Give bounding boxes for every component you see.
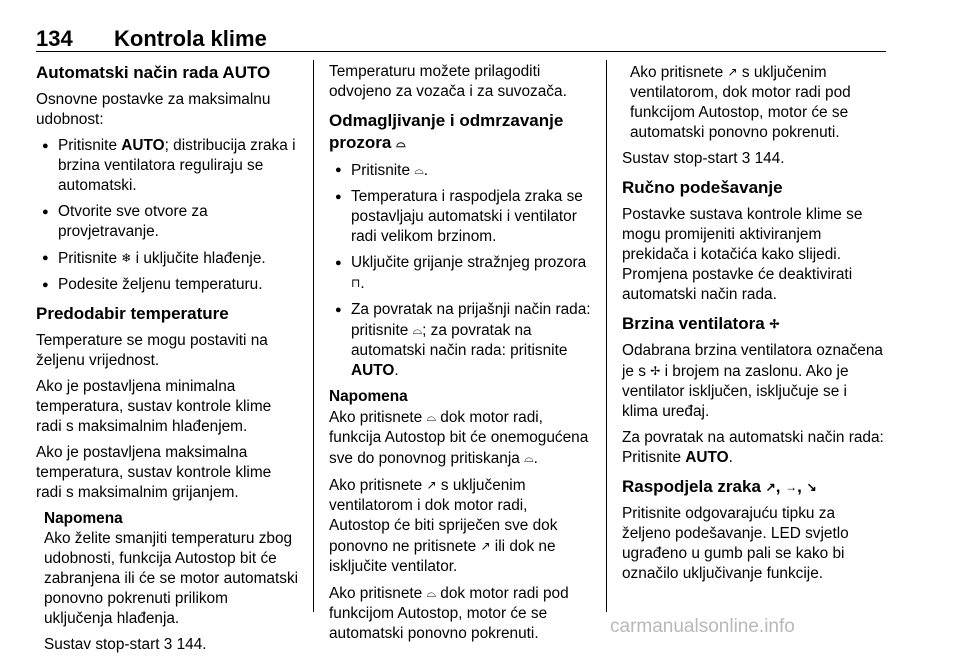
fan-icon: ✢ bbox=[769, 317, 780, 331]
reference-arrow-icon: 3 bbox=[163, 636, 173, 653]
heading-defog: Odmagljivanje i odmrzavanje prozora ⌓ bbox=[329, 111, 564, 152]
windshield-defrost-icon: ⌓ bbox=[412, 323, 423, 337]
note-block bbox=[36, 509, 300, 655]
paragraph: Osnovne postavke za maksimalnu udobnost: bbox=[36, 91, 271, 128]
paragraph: Za povratak na automatski način rada: Pritisnite AUTO. bbox=[622, 429, 884, 466]
list-item: ● Temperatura i raspodjela zraka se postavljaju automatski i ventilator radi velikom brzinom. bbox=[329, 187, 591, 247]
cross-reference: Sustav stop-start 3 144. bbox=[622, 150, 785, 167]
windshield-defrost-icon: ⌓ bbox=[414, 163, 424, 177]
windshield-defrost-icon: ⌓ bbox=[396, 136, 406, 150]
note-text: Ako pritisnete ↗ s uključenim ventilatorom i dok motor radi, Autostop će biti spriječen sve dok ponovno ne pritisnete ↗ ili dok ne isključite ventilator. bbox=[329, 477, 558, 575]
note-text: Ako želite smanjiti temperaturu zbog udobnosti, funkcija Autostop bit će zabranjena ili će se motor automatski ponovno pokrenuti prilikom uključenja hlađenja. bbox=[44, 530, 299, 627]
note-text: Ako pritisnete ⌓ dok motor radi, funkcija Autostop bit će onemogućena sve do ponovnog pritiskanja ⌓. bbox=[329, 409, 589, 467]
air-distribution-lower-icon: ↘ bbox=[806, 480, 817, 494]
windshield-defrost-icon: ⌓ bbox=[426, 410, 437, 424]
paragraph: Postavke sustava kontrole klime se mogu promijeniti aktiviranjem prekidača i kotačića kako slijedi. Promjena postavke će deaktivirati automatski način rada. bbox=[622, 206, 863, 303]
heading-fan-speed: Brzina ventilatora ✢ bbox=[622, 314, 780, 333]
air-distribution-upper-icon: ↗ bbox=[480, 539, 491, 553]
rear-window-heat-icon: ⊓ bbox=[351, 276, 361, 290]
air-distribution-middle-icon: → bbox=[785, 480, 798, 494]
list-item: ● Otvorite sve otvore za provjetravanje. bbox=[36, 202, 300, 242]
paragraph: Ako je postavljena maksimalna temperatura, sustav kontrole klime radi s maksimalnim grijanjem. bbox=[36, 444, 272, 501]
bullet-list bbox=[329, 160, 591, 381]
windshield-defrost-icon: ⌓ bbox=[426, 586, 437, 600]
column-divider-1 bbox=[313, 60, 314, 612]
fan-icon: ✢ bbox=[650, 364, 661, 378]
windshield-defrost-icon: ⌓ bbox=[524, 451, 534, 465]
page-number: 134 bbox=[36, 26, 73, 51]
air-distribution-upper-icon: ↗ bbox=[426, 478, 437, 492]
paragraph: Pritisnite odgovarajuću tipku za željeno podešavanje. LED svjetlo ugrađeno u gumb pali se kako bi označilo uključivanje funkcije. bbox=[622, 505, 849, 582]
snowflake-icon: ❄ bbox=[121, 251, 132, 265]
header-rule bbox=[36, 51, 886, 52]
column-2 bbox=[329, 62, 591, 650]
paragraph: Ako je postavljena minimalna temperatura, sustav kontrole klime radi s maksimalnim hlađenjem. bbox=[36, 378, 272, 435]
note-text: Ako pritisnete ⌓ dok motor radi pod funkcijom Autostop, motor će se automatski ponovno pokrenuti. bbox=[329, 585, 569, 642]
reference-arrow-icon: 3 bbox=[741, 150, 751, 167]
list-item: ● Pritisnite ⌓. bbox=[329, 160, 591, 181]
paragraph: Temperaturu možete prilagoditi odvojeno za vozača i za suvozača. bbox=[329, 63, 567, 100]
list-item: ● Uključite grijanje stražnjeg prozora ⊓. bbox=[329, 253, 591, 294]
heading-temperature-preset: Predodabir temperature bbox=[36, 304, 229, 323]
note-text: Ako pritisnete ↗ s uključenim ventilatorom, dok motor radi pod funkcijom Autostop, motor će se automatski ponovno pokrenuti. bbox=[630, 64, 851, 141]
column-1 bbox=[36, 62, 300, 661]
paragraph: Temperature se mogu postaviti na željenu vrijednost. bbox=[36, 332, 268, 369]
bullet-list bbox=[36, 136, 300, 295]
note-heading: Napomena bbox=[329, 388, 408, 405]
column-3 bbox=[622, 62, 884, 590]
heading-manual: Ručno podešavanje bbox=[622, 178, 783, 197]
watermark: carmanualsonline.info bbox=[610, 616, 795, 637]
heading-auto-mode: Automatski način rada AUTO bbox=[36, 63, 271, 82]
paragraph: Odabrana brzina ventilatora označena je s ✢ i brojem na zaslonu. Ako je ventilator isključen, isključuje se i klima uređaj. bbox=[622, 342, 883, 420]
page-header bbox=[36, 22, 886, 54]
note-heading: Napomena bbox=[44, 510, 123, 527]
page-title: Kontrola klime bbox=[114, 26, 267, 51]
list-item: ● Pritisnite AUTO; distribucija zraka i brzina ventilatora reguliraju se automatski. bbox=[36, 136, 300, 196]
air-distribution-upper-icon: ↗ bbox=[727, 65, 738, 79]
cross-reference: Sustav stop-start 3 144. bbox=[44, 636, 207, 653]
air-distribution-upper-icon: ↗ bbox=[765, 480, 776, 494]
list-item: ● Za povratak na prijašnji način rada: pritisnite ⌓; za povratak na automatski način rada: pritisnite AUTO. bbox=[329, 300, 591, 381]
heading-air-distribution: Raspodjela zraka ↗, →, ↘ bbox=[622, 477, 817, 496]
list-item: ● Pritisnite ❄ i uključite hlađenje. bbox=[36, 248, 300, 269]
column-divider-2 bbox=[606, 60, 607, 612]
list-item: ● Podesite željenu temperaturu. bbox=[36, 275, 300, 295]
